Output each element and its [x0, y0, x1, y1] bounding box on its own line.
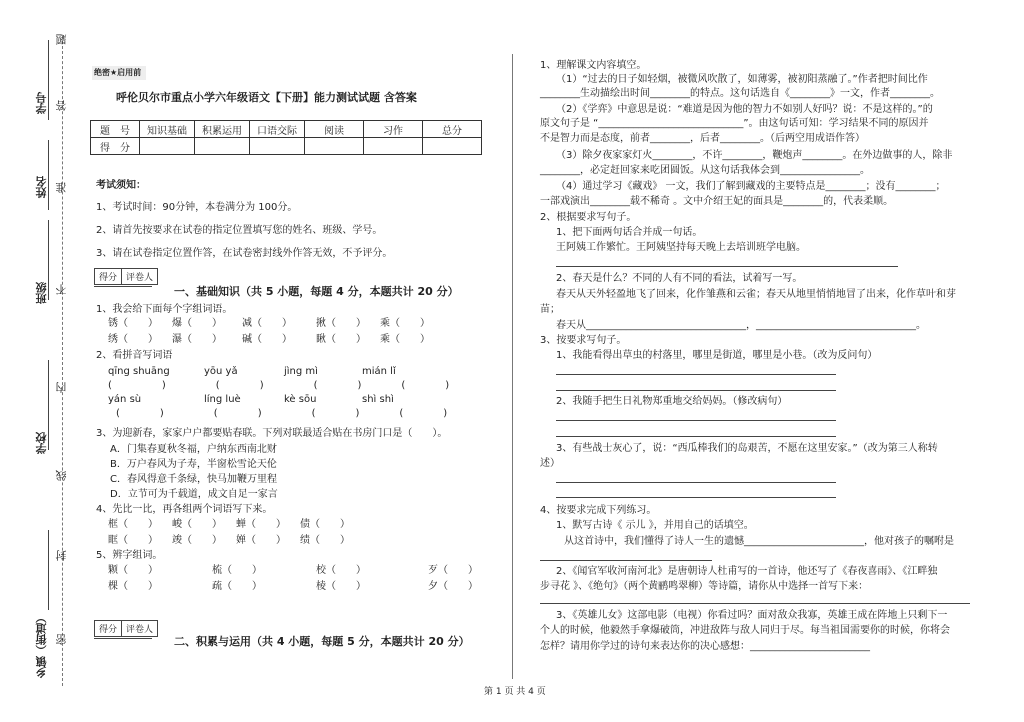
answer-line[interactable] [556, 436, 836, 437]
q1-row1 [108, 318, 444, 330]
score-table-cell: 口语交际 [250, 121, 305, 138]
r-q1-2a: （2）《学弈》中意思是说：“难道是因为他的智力不如别人好吗？说：不是这样的。”的 [556, 104, 933, 115]
binding-label-school: 学校 [35, 432, 48, 454]
section2-heading: 二、积累与运用（共 4 小题，每题 5 分，本题共计 20 分） [174, 635, 470, 648]
binding-label-accurate: 准 [55, 182, 68, 193]
pinyin: qīng shuāng [108, 366, 170, 377]
q3-option[interactable]: A．门集春夏秋冬福，户纳东西南北财 [110, 444, 277, 455]
q1-item[interactable]: 揪（ ） [316, 318, 366, 329]
pinyin: jìng mì [284, 366, 318, 377]
score-input-cell[interactable] [140, 138, 195, 155]
q4-item[interactable]: 婵（ ） [236, 535, 286, 546]
grader-name-label: 评卷人 [126, 625, 154, 635]
r-q1-1a: （1）“过去的日子如轻烟，被微风吹散了，如薄雾，被初阳蒸融了。”作者把时间比作 [556, 74, 928, 85]
q2-prompt: 2、看拼音写词语 [96, 350, 173, 361]
answer-line[interactable] [556, 497, 836, 498]
q1-item[interactable]: 瀑（ ） [172, 334, 222, 345]
r-q4-1-text[interactable]: 从这首诗中，我们懂得了诗人一生的遗憾________________________，他对孩子的嘱咐是 [564, 536, 954, 547]
binding-label-name: 姓名 [35, 176, 48, 198]
binding-label-student-id: 学号 [35, 92, 48, 114]
binding-label-line: 线 [55, 470, 68, 481]
section1-heading: 一、基础知识（共 5 小题，每题 4 分，本题共计 20 分） [174, 285, 459, 298]
r-q4-2a: 2、《闻官军收河南河北》是唐朝诗人杜甫写的一首诗，他还写了《春夜喜雨》、《江畔独 [556, 566, 938, 577]
score-table-cell: 阅读 [305, 121, 364, 138]
score-table-score-row [91, 138, 482, 155]
r-q2-2-text1: 春天从天外轻盈地飞了回来，化作雏燕和云雀；春天从地里悄悄地冒了出来，化作草叶和芽 [556, 289, 956, 300]
secret-mark: 绝密★启用前 [94, 68, 142, 77]
grader-score-label: 得分 [95, 621, 122, 636]
r-q1-3b[interactable]: ________，必定赶回家来吃团圆饭。从这句话我体会到________________。 [540, 165, 870, 176]
r-q1-2b[interactable]: 原文句子是 “_____________________________”。由这句话可知：学习结果不同的原因并 [540, 118, 929, 129]
q3-option[interactable]: C．春风得意千条绿，快马加鞭万里程 [110, 474, 277, 485]
r-q3-2: 2、我随手把生日礼物郑重地交给妈妈。（修改病句） [556, 396, 788, 407]
column-divider [512, 54, 513, 679]
grader-box [94, 620, 158, 637]
grader-name-label: 评卷人 [126, 273, 154, 283]
instruction-item: 1、考试时间：90分钟，本卷满分为 100分。 [96, 202, 298, 213]
binding-label-not: 不 [55, 284, 68, 295]
q1-item[interactable]: 锈（ ） [108, 318, 158, 329]
r-q4-1: 1、默写古诗《 示儿 》，并用自己的话填空。 [556, 520, 754, 531]
r-q3-3b: 述） [540, 458, 560, 469]
exam-title: 呼伦贝尔市重点小学六年级语文【下册】能力测试试题 含答案 [116, 91, 417, 104]
q5-row1 [108, 565, 478, 577]
r-q2-2-text2: 苗； [540, 304, 560, 315]
score-table-cell: 知识基础 [140, 121, 195, 138]
r-q2-1: 1、把下面两句话合并成一句话。 [556, 227, 703, 238]
instruction-item: 2、请首先按要求在试卷的指定位置填写您的姓名、班级、学号。 [96, 225, 383, 236]
q5-item[interactable]: 疏（ ） [212, 581, 262, 592]
r-q4-2b: 步寻花 》、《绝句》（两个黄鹂鸣翠柳）等诗篇，请你从中选择一首写下来： [540, 581, 869, 592]
r-q2-2-text3[interactable]: 春天从________________________________，________________________________。 [556, 320, 926, 331]
q2-pinyin-row1 [108, 366, 396, 378]
answer-line[interactable] [556, 266, 898, 267]
answer-line[interactable] [556, 420, 836, 421]
r-q1-1b[interactable]: ________生动描绘出时间________的特点。这句话选自《________》一文，作者________。 [540, 88, 940, 99]
score-table-cell: 积累运用 [195, 121, 250, 138]
r-q3-1: 1、我能看得出草虫的村落里，哪里是街道，哪里是小巷。（改为反问句） [556, 350, 878, 361]
q4-item[interactable]: 峻（ ） [172, 519, 222, 530]
answer-line[interactable] [540, 603, 970, 604]
r-q1-3a[interactable]: （3）除夕夜家家灯火________，不许________，鞭炮声________。在外边做事的人，除非 [556, 150, 953, 161]
q1-item[interactable]: 碱（ ） [242, 334, 292, 345]
r-q3-prompt: 3、按要求写句子。 [540, 335, 627, 346]
pinyin: kè sōu [284, 394, 317, 405]
school-line [48, 360, 49, 450]
q3-option[interactable]: D．立节可为千载道，成文自足一家言 [110, 489, 278, 500]
binding-label-township: 乡镇（街道） [35, 612, 48, 678]
student-id-line [48, 40, 49, 120]
r-q1-2c[interactable]: 不是智力而是态度，前者________，后者________。（后两空用成语作答） [540, 133, 865, 144]
score-input-cell[interactable] [364, 138, 423, 155]
pinyin: líng luè [204, 394, 241, 405]
q1-item[interactable]: 绣（ ） [108, 334, 158, 345]
binding-label-seal: 封 [55, 550, 68, 561]
grader-box [94, 268, 158, 285]
q5-item[interactable]: 歹（ ） [428, 565, 478, 576]
r-q3-3a: 3、有些战士灰心了，说：“西瓜棒我们的岛艰苦，不愿在这里安家。”（改为第三人称转 [556, 443, 938, 454]
grader-divider [94, 286, 152, 287]
q5-item[interactable]: 夕（ ） [428, 581, 478, 592]
q4-item[interactable]: 绩（ ） [300, 535, 350, 546]
q5-item[interactable]: 校（ ） [316, 565, 366, 576]
seal-line [62, 36, 63, 686]
r-q1-4b[interactable]: 一部戏演出________载不稀奇 。文中介绍王妃的面具是________的，代表柔顺。 [540, 196, 894, 207]
pinyin: yōu yǎ [204, 366, 238, 377]
r-q1-prompt: 1、理解课文内容填空。 [540, 60, 647, 71]
binding-label-inside: 内 [55, 382, 68, 393]
q2-answer-row2[interactable]: ( ) ( ) ( ) ( ) [116, 408, 448, 419]
page-footer: 第 1 页 共 4 页 [484, 687, 546, 697]
binding-label-class: 班级 [35, 282, 48, 304]
r-q2-1-text: 王阿姨工作繁忙。王阿姨坚持每天晚上去培训班学电脑。 [556, 242, 806, 253]
q4-item[interactable]: 框（ ） [108, 519, 158, 530]
instruction-item: 3、请在试卷指定位置作答，在试卷密封线外作答无效，不予评分。 [96, 248, 393, 259]
binding-label-dense: 密 [55, 634, 68, 645]
q5-item[interactable]: 颗（ ） [108, 565, 158, 576]
answer-line[interactable] [540, 560, 712, 561]
q4-item[interactable]: 眶（ ） [108, 535, 158, 546]
q2-pinyin-row2 [108, 394, 394, 406]
q1-item[interactable]: 乘（ ） [380, 334, 430, 345]
class-line [48, 220, 49, 300]
score-input-cell[interactable] [423, 138, 482, 155]
q3-option[interactable]: B．万户春风为子寿，半窗松雪论天伦 [110, 459, 277, 470]
q3-prompt: 3、为迎新春，家家户户都要贴春联。下列对联最适合贴在书房门口是（ ）。 [96, 428, 448, 439]
name-line [48, 140, 49, 210]
r-q2-prompt: 2、根据要求写句子。 [540, 212, 637, 223]
r-q4-3b: 个人的时候，他毅然手拿爆破筒，冲进敌阵与敌人同归于尽。每当祖国需要你的时候，你将会 [540, 625, 950, 636]
q4-row2 [108, 535, 350, 547]
q1-row2 [108, 334, 444, 346]
q5-item[interactable]: 棱（ ） [316, 581, 366, 592]
q5-row2 [108, 581, 478, 593]
answer-line[interactable] [556, 482, 836, 483]
score-table [90, 120, 482, 155]
q1-item[interactable]: 爆（ ） [172, 318, 222, 329]
score-table-header-row [91, 121, 482, 138]
q4-item[interactable]: 债（ ） [300, 519, 350, 530]
q4-item[interactable]: 蝉（ ） [236, 519, 286, 530]
pinyin: shì shì [362, 394, 394, 405]
grader-score-label: 得分 [95, 269, 122, 284]
score-input-cell[interactable] [305, 138, 364, 155]
r-q2-2: 2、春天是什么？不同的人有不同的看法，试着写一写。 [556, 273, 803, 284]
score-table-cell: 总分 [423, 121, 482, 138]
binding-label-title: 题 [55, 34, 68, 45]
r-q4-prompt: 4、按要求完成下列练习。 [540, 505, 657, 516]
instructions-heading: 考试须知： [96, 180, 146, 191]
q1-prompt: 1、我会给下面每个字组词语。 [96, 304, 233, 315]
score-input-cell[interactable] [195, 138, 250, 155]
q1-item[interactable]: 减（ ） [242, 318, 292, 329]
q1-item[interactable]: 乘（ ） [380, 318, 430, 329]
q4-row1 [108, 519, 350, 531]
r-q1-4a[interactable]: （4）通过学习《藏戏》 一文，我们了解到藏戏的主要特点是________；没有________； [556, 181, 946, 192]
q4-item[interactable]: 竣（ ） [172, 535, 222, 546]
answer-line[interactable] [556, 374, 836, 375]
r-q4-3c[interactable]: 怎样？请用你学过的诗句来表达你的决心感想：________________________ [540, 641, 870, 652]
grader-divider [94, 638, 152, 639]
score-table-cell: 习作 [364, 121, 423, 138]
q4-prompt: 4、先比一比，再各组两个词语写下来。 [96, 504, 273, 515]
r-q4-3a: 3、《英雄儿女》这部电影（电视）你看过吗？面对敌众我寡，英雄王成在阵地上只剩下一 [556, 610, 948, 621]
township-line [48, 530, 49, 610]
score-input-cell[interactable] [250, 138, 305, 155]
binding-label-answer: 答 [55, 100, 68, 111]
q2-answer-row1[interactable]: ( ) ( ) ( ) ( ) [108, 380, 450, 391]
pinyin: yán sù [108, 394, 142, 405]
q5-prompt: 5、辨字组词。 [96, 550, 163, 561]
q5-item[interactable]: 梳（ ） [212, 565, 262, 576]
score-table-cell: 得 分 [91, 138, 140, 155]
pinyin: mián lǐ [362, 366, 396, 377]
answer-line[interactable] [556, 390, 836, 391]
score-table-cell: 题 号 [91, 121, 140, 138]
q5-item[interactable]: 棵（ ） [108, 581, 158, 592]
q1-item[interactable]: 瞅（ ） [316, 334, 366, 345]
